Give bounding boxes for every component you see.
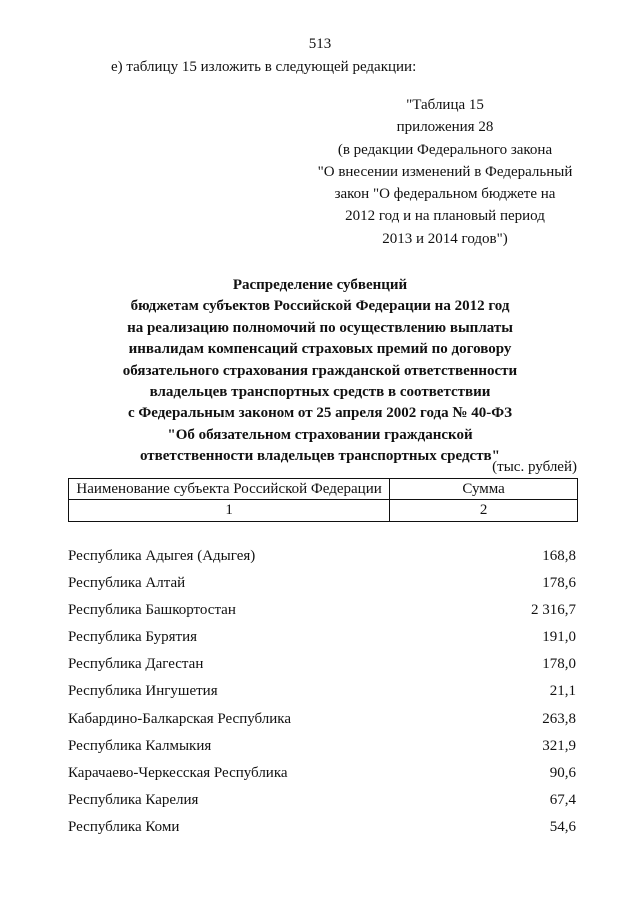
region-amount: 263,8 bbox=[542, 710, 576, 727]
table-row bbox=[68, 601, 576, 628]
annex-line: закон "О федеральном бюджете на bbox=[334, 186, 556, 203]
table-row bbox=[68, 764, 576, 791]
region-amount: 168,8 bbox=[542, 548, 576, 564]
annex-line: (в редакции Федерального закона bbox=[337, 141, 553, 158]
annex-reference bbox=[300, 94, 590, 250]
table-row bbox=[68, 682, 576, 709]
title-line: ответственности владельцев транспортных средств" bbox=[140, 448, 500, 465]
region-name: Республика Калмыкия bbox=[68, 737, 212, 754]
annex-line: "О внесении изменений в Федеральный bbox=[317, 163, 573, 180]
column-header-name: Наименование субъекта Российской Федерации bbox=[69, 479, 390, 500]
table-row bbox=[68, 547, 576, 574]
table-header bbox=[68, 478, 578, 522]
title-line: бюджетам субъектов Российской Федерации на 2012 год bbox=[130, 298, 510, 315]
table-row bbox=[68, 574, 576, 601]
region-name: Республика Коми bbox=[68, 818, 180, 835]
column-header-row bbox=[69, 479, 578, 500]
region-name: Республика Карелия bbox=[68, 791, 199, 808]
table-row bbox=[68, 628, 576, 655]
title-line: Распределение субвенций bbox=[232, 277, 408, 293]
region-amount: 178,6 bbox=[542, 575, 576, 592]
title-line: обязательного страхования гражданской ответственности bbox=[122, 362, 518, 379]
region-amount: 321,9 bbox=[542, 737, 576, 754]
region-amount: 178,0 bbox=[542, 656, 576, 673]
title-line: инвалидам компенсаций страховых премий по договору bbox=[128, 341, 512, 358]
annex-line: приложения 28 bbox=[396, 119, 494, 136]
region-name: Карачаево-Черкесская Республика bbox=[68, 764, 288, 781]
annex-line: 2012 год и на плановый период bbox=[345, 208, 545, 225]
title-line: на реализацию полномочий по осуществлению выплаты bbox=[127, 319, 513, 336]
region-amount: 54,6 bbox=[549, 818, 576, 835]
table-row bbox=[68, 737, 576, 764]
instruction-text: е) таблицу 15 изложить в следующей редакции: bbox=[111, 59, 417, 75]
page-number: 513 bbox=[308, 36, 332, 52]
region-name: Республика Ингушетия bbox=[68, 683, 218, 700]
table-row bbox=[68, 655, 576, 682]
annex-line: "Таблица 15 bbox=[406, 97, 484, 113]
table-body bbox=[68, 547, 576, 845]
region-amount: 90,6 bbox=[549, 764, 576, 781]
units-label: (тыс. рублей) bbox=[492, 459, 577, 475]
table-row bbox=[68, 710, 576, 737]
region-name: Республика Дагестан bbox=[68, 656, 204, 673]
region-amount: 67,4 bbox=[549, 791, 576, 808]
title-line: "Об обязательном страховании гражданской bbox=[167, 426, 473, 443]
column-number-1: 1 bbox=[69, 500, 390, 522]
title-line: с Федеральным законом от 25 апреля 2002 года № 40-ФЗ bbox=[127, 405, 513, 422]
region-amount: 21,1 bbox=[549, 683, 576, 700]
region-name: Республика Бурятия bbox=[68, 629, 198, 646]
document-title bbox=[0, 275, 640, 468]
region-amount: 191,0 bbox=[542, 629, 576, 646]
region-name: Республика Адыгея (Адыгея) bbox=[68, 548, 256, 564]
region-amount: 2 316,7 bbox=[531, 602, 576, 619]
table-row bbox=[68, 818, 576, 845]
title-line: владельцев транспортных средств в соответствии bbox=[149, 384, 491, 401]
annex-line: 2013 и 2014 годов") bbox=[382, 230, 508, 247]
column-number-row bbox=[69, 500, 578, 522]
table-row bbox=[68, 791, 576, 818]
region-name: Республика Алтай bbox=[68, 575, 186, 592]
column-header-sum: Сумма bbox=[390, 479, 578, 500]
region-name: Кабардино-Балкарская Республика bbox=[68, 710, 292, 727]
column-number-2: 2 bbox=[390, 500, 578, 522]
region-name: Республика Башкортостан bbox=[68, 602, 236, 619]
